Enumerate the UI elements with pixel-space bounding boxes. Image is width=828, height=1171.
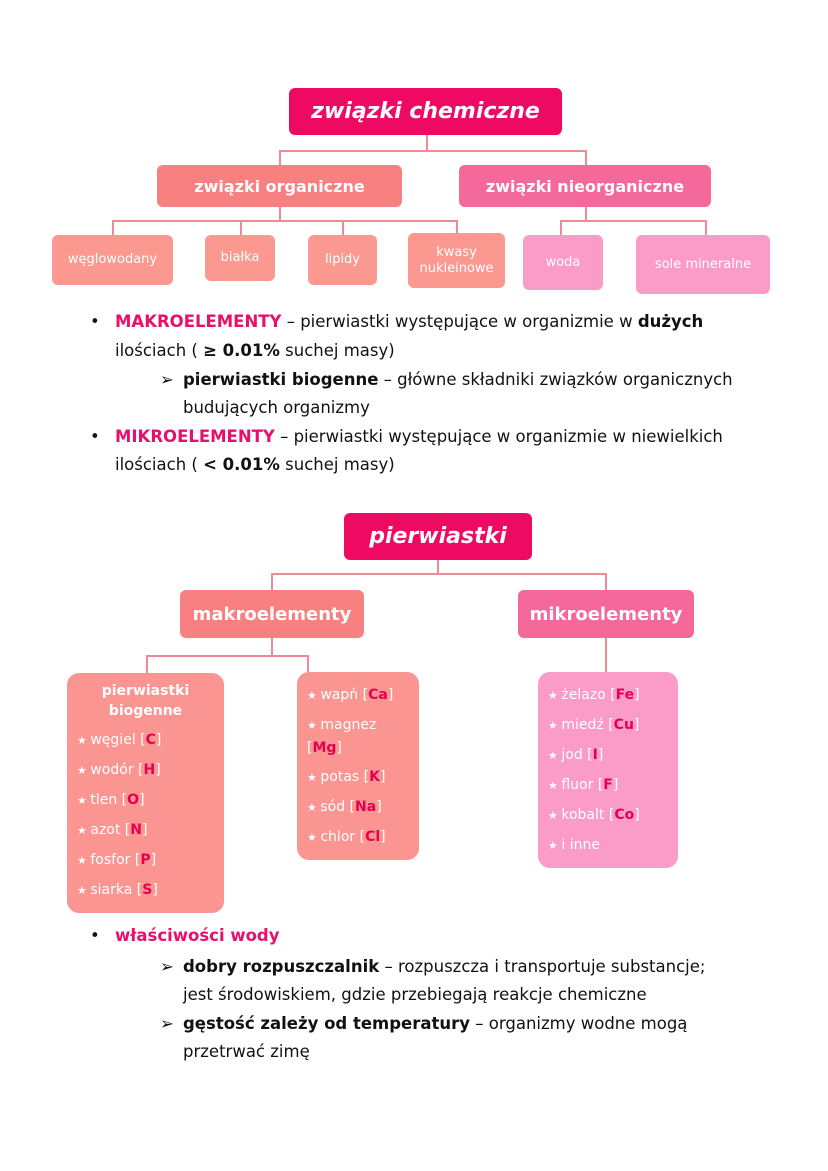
element-item: ★ fosfor [P] — [77, 851, 157, 868]
element-item: ★ węgiel [C] — [77, 731, 162, 748]
element-item: ★ siarka [S] — [77, 881, 158, 898]
element-symbol: C — [145, 731, 156, 748]
leaf-lipids: lipidy — [308, 235, 377, 285]
bullet: • — [90, 427, 100, 446]
element-item — [548, 830, 668, 860]
density-line2: przetrwać zimę — [183, 1042, 310, 1061]
biogenic-title: pierwiastki biogenne — [101, 683, 190, 719]
star-icon: ★ — [307, 800, 321, 814]
element-name: siarka — [90, 881, 133, 898]
leaf-proteins: białka — [205, 235, 275, 281]
element-name: żelazo — [561, 686, 606, 703]
arrow-icon: ➢ — [160, 370, 174, 389]
mikro-line: MIKROELEMENTY – pierwiastki występujące w organizmie w niewielkich — [115, 427, 723, 446]
inorganic-compounds: związki nieorganiczne — [459, 165, 711, 207]
water-title: właściwości wody — [115, 926, 280, 945]
element-name: fluor — [561, 776, 594, 793]
element-name: węgiel — [90, 731, 136, 748]
element-item: ★ żelazo [Fe] — [548, 686, 640, 703]
organic-compounds: związki organiczne — [157, 165, 402, 207]
solvent-line: dobry rozpuszczalnik – rozpuszcza i transportuje substancje; — [183, 957, 706, 976]
element-symbol: Mg — [312, 739, 337, 756]
leaf-mineral-salts: sole mineralne — [636, 235, 770, 294]
element-symbol: Na — [355, 798, 377, 815]
star-icon: ★ — [307, 718, 321, 732]
element-item: ★ tlen [O] — [77, 791, 145, 808]
biogenic-line: pierwiastki biogenne – główne składniki związków organicznych — [183, 370, 733, 389]
biogenic-list — [67, 673, 224, 913]
star-icon: ★ — [548, 838, 562, 852]
element-item: ★ jod [I] — [548, 746, 604, 763]
element-symbol: Ca — [368, 686, 388, 703]
element-name: wodór — [90, 761, 134, 778]
element-symbol: P — [140, 851, 151, 868]
element-symbol: I — [592, 746, 598, 763]
biogenic-line2: budujących organizmy — [183, 398, 370, 417]
element-item: ★ miedź [Cu] — [548, 716, 640, 733]
microelements: mikroelementy — [518, 590, 694, 638]
star-icon: ★ — [548, 808, 562, 822]
element-symbol: Fe — [615, 686, 635, 703]
element-item: ★ kobalt [Co] — [548, 806, 640, 823]
element-name: wapń — [320, 686, 359, 703]
leaf-water: woda — [523, 235, 603, 290]
element-name: kobalt — [561, 806, 605, 823]
star-icon: ★ — [77, 853, 91, 867]
element-symbol: K — [369, 768, 380, 785]
star-icon: ★ — [548, 748, 562, 762]
element-name: azot — [90, 821, 121, 838]
star-icon: ★ — [548, 688, 562, 702]
star-icon: ★ — [307, 770, 321, 784]
density-line: gęstość zależy od temperatury – organizmy wodne mogą — [183, 1014, 688, 1033]
star-icon: ★ — [548, 718, 562, 732]
star-icon: ★ — [77, 733, 91, 747]
element-item: ★ azot [N] — [77, 821, 148, 838]
element-name: fosfor — [90, 851, 131, 868]
element-symbol: Co — [614, 806, 635, 823]
mikro-line2: ilościach ( < 0.01% suchej masy) — [115, 455, 395, 474]
element-name: chlor — [320, 828, 356, 845]
element-name: i inne — [561, 836, 600, 853]
element-item: ★ fluor [F] — [548, 776, 619, 793]
star-icon: ★ — [77, 793, 91, 807]
makro-line2: ilościach ( ≥ 0.01% suchej masy) — [115, 341, 395, 360]
star-icon: ★ — [307, 830, 321, 844]
element-name: jod — [561, 746, 583, 763]
element-item: ★ wodór [H] — [77, 761, 161, 778]
element-name: magnez — [320, 716, 377, 733]
bullet: • — [90, 312, 100, 331]
root-compounds: związki chemiczne — [289, 88, 562, 135]
star-icon: ★ — [77, 763, 91, 777]
bullet: • — [90, 926, 100, 945]
element-symbol: Cu — [613, 716, 634, 733]
element-symbol: N — [130, 821, 142, 838]
leaf-nucleic-acids: kwasy nukleinowe — [408, 233, 505, 288]
element-symbol: Cl — [365, 828, 381, 845]
element-symbol: F — [603, 776, 613, 793]
leaf-carbohydrates: węglowodany — [52, 235, 173, 285]
other-macro-list — [297, 672, 419, 860]
arrow-icon: ➢ — [160, 1014, 174, 1033]
element-item: ★ potas [K] — [307, 768, 386, 785]
element-name: potas — [320, 768, 360, 785]
element-symbol: S — [142, 881, 153, 898]
element-item: ★ chlor [Cl] — [307, 828, 386, 845]
root-elements: pierwiastki — [344, 513, 532, 560]
star-icon: ★ — [307, 688, 321, 702]
element-name: sód — [320, 798, 346, 815]
element-item: ★ wapń [Ca] — [307, 686, 394, 703]
star-icon: ★ — [548, 778, 562, 792]
element-symbol: H — [143, 761, 156, 778]
star-icon: ★ — [77, 823, 91, 837]
element-item: ★ sód [Na] — [307, 798, 382, 815]
makro-line: MAKROELEMENTY – pierwiastki występujące w organizmie w dużych — [115, 312, 704, 331]
element-name: tlen — [90, 791, 118, 808]
micro-list — [538, 672, 678, 868]
macroelements: makroelementy — [180, 590, 364, 638]
element-item: ★ magnez [Mg] — [307, 716, 377, 756]
element-name: miedź — [561, 716, 604, 733]
star-icon: ★ — [77, 883, 91, 897]
solvent-line2: jest środowiskiem, gdzie przebiegają reakcje chemiczne — [183, 985, 647, 1004]
element-symbol: O — [127, 791, 140, 808]
arrow-icon: ➢ — [160, 957, 174, 976]
